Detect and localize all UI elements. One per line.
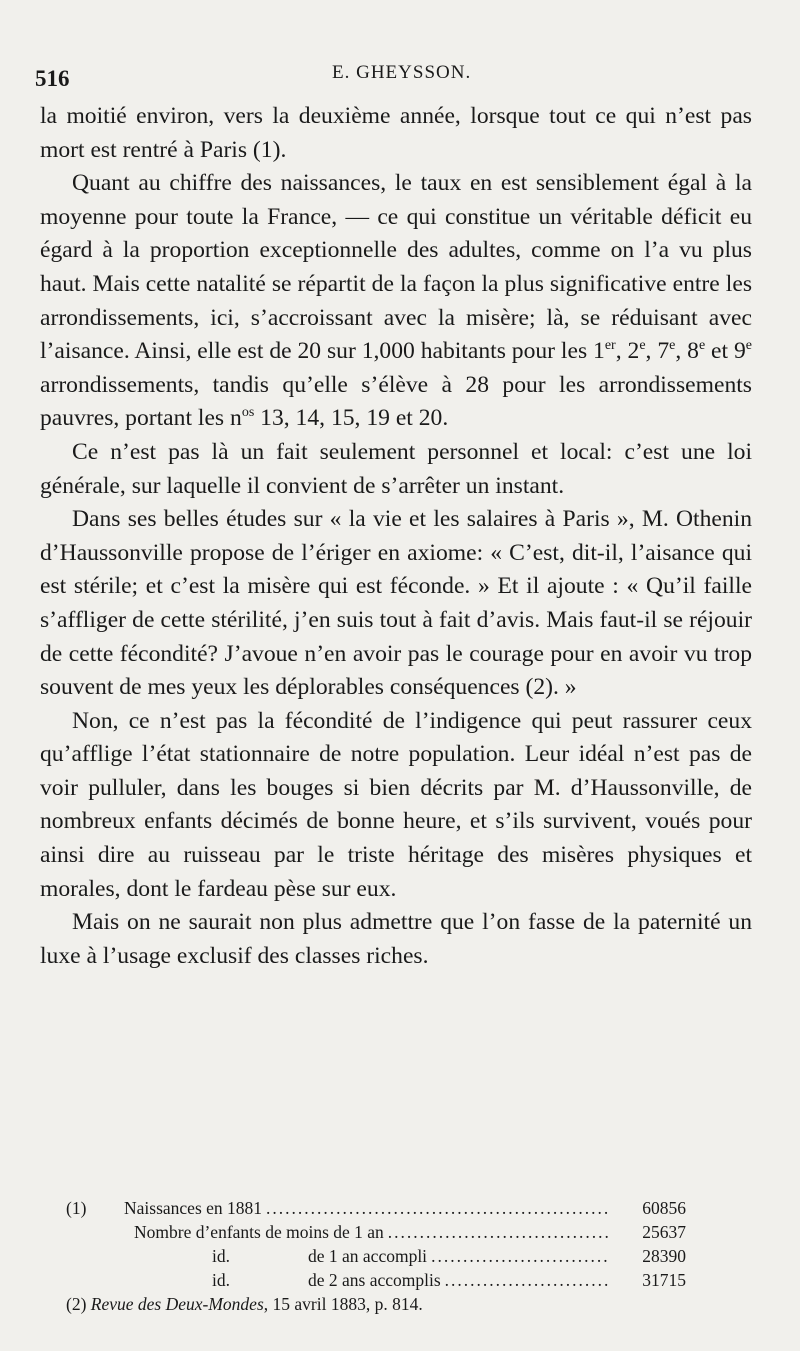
paragraph-3: Ce n’est pas là un fait seulement personnel et local: c’est une loi générale, sur laquelle il convient de s’arrêter un instant. bbox=[40, 438, 752, 499]
paragraph-6: Mais on ne saurait non plus admettre que l’on fasse de la paternité un luxe à l’usage exclusif des classes riches. bbox=[40, 909, 752, 969]
footnotes bbox=[66, 1196, 686, 1316]
footnote-1-row-3: id. de 1 an accompli ..... 28390 bbox=[66, 1244, 686, 1268]
paragraph-4: Dans ses belles études sur « la vie et les salaires à Paris », M. Othenin d’Haussonville propose de l’ériger en axiome: « C’est, dit-il, l’aisance qui est stérile; et c’est la misère qui est féconde. » Et il ajoute : « Qu’il faille s’affliger de cette stérilité, j’en suis tout à fait d’avis. Mais faut-il se réjouir de cette fécondité? J’avoue n’en avoir pas le courage pour en avoir vu trop souvent de mes yeux les déplorables conséquences (2). » bbox=[40, 506, 752, 701]
running-head: E. GHEYSSON. bbox=[332, 62, 472, 83]
footnote-2-source: Revue des Deux-Mondes bbox=[90, 1294, 264, 1314]
footnote-1-row-2: Nombre d’enfants de moins de 1 an ..... 25637 bbox=[66, 1220, 686, 1244]
footnote-1-row-1: (1) Naissances en 1881 ..... 60856 bbox=[66, 1196, 686, 1220]
paragraph-5: Non, ce n’est pas la fécondité de l’indigence qui peut rassurer ceux qu’afflige l’état stationnaire de notre population. Leur idéal n’est pas de voir pulluler, dans les bouges si bien décrits par M. d’Haussonville, de nombreux enfants décimés de bonne heure, et s’ils survivent, voués pour ainsi dire au ruisseau par le triste héritage des misères physiques et morales, dont le fardeau pèse sur eux. bbox=[40, 707, 752, 902]
paragraph-2: Quant au chiffre des naissances, le taux en est sensiblement égal à la moyenne pour toute la France, — ce qui constitue un véritable déficit eu égard à la proportion exceptionnelle des adultes, comme on l’a vu plus haut. Mais cette natalité se répartit de la façon la plus significative entre les arrondissements, ici, s’accroissant avec la misère; là, se réduisant avec l’aisance. Ainsi, elle est de 20 sur 1,000 habitants pour les 1er, 2e, 7e, 8e et 9e arrondissements, tandis qu’elle s’élève à 28 pour les arrondissements pauvres, portant les $n^{os}$ 13, 14, 15, 19 et 20. bbox=[40, 170, 752, 432]
body-text bbox=[40, 100, 752, 973]
footnote-2: (2) Revue des Deux-Mondes , 15 avril 1883, p. 814. bbox=[66, 1294, 423, 1314]
paragraph-1: la moitié environ, vers la deuxième année, lorsque tout ce qui n’est pas mort est rentré à Paris (1). bbox=[40, 103, 752, 163]
footnote-1-marker: (1) bbox=[66, 1198, 87, 1218]
footnote-2-marker: (2) bbox=[66, 1294, 87, 1314]
page-header bbox=[35, 62, 755, 92]
footnote-1-row-4: id. de 2 ans accomplis ..... 31715 bbox=[66, 1268, 686, 1292]
page-number: 516 bbox=[35, 66, 70, 91]
